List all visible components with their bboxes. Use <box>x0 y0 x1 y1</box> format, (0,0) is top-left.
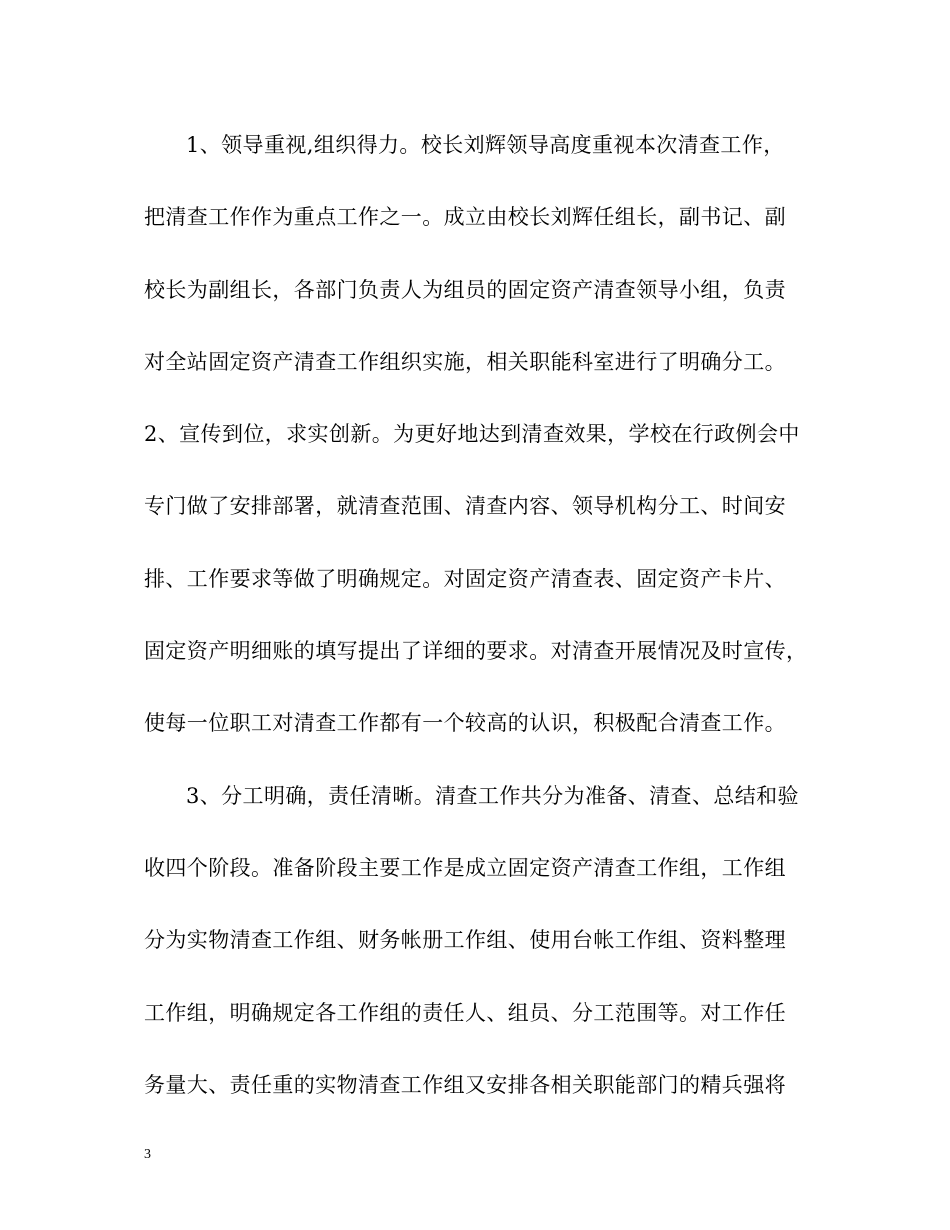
text-line: 专门做了安排部署，就清查范围、清查内容、领导机构分工、时间安 <box>144 494 786 519</box>
text-line: 3、分工明确，责任清晰。清查工作共分为准备、清查、总结和验 <box>186 783 799 808</box>
text-line: 1、领导重视,组织得力。校长刘辉领导高度重视本次清查工作， <box>186 133 785 157</box>
page-number: 3 <box>144 1147 151 1162</box>
text-line: 校长为副组长，各部门负责人为组员的固定资产清查领导小组，负责 <box>144 277 786 302</box>
body-text <box>144 118 814 1130</box>
text-line: 2、宣传到位，求实创新。为更好地达到清查效果，学校在行政例会中 <box>144 422 800 447</box>
text-line: 把清查工作作为重点工作之一。成立由校长刘辉任组长，副书记、副 <box>144 205 786 230</box>
text-line: 使每一位职工对清查工作都有一个较高的认识，积极配合清查工作。 <box>144 711 786 736</box>
text-line: 固定资产明细账的填写提出了详细的要求。对清查开展情况及时宣传， <box>144 639 808 664</box>
text-line: 分为实物清查工作组、财务帐册工作组、使用台帐工作组、资料整理 <box>144 928 786 953</box>
text-line: 排、工作要求等做了明确规定。对固定资产清查表、固定资产卡片、 <box>144 566 786 591</box>
text-line: 对全站固定资产清查工作组织实施，相关职能科室进行了明确分工。 <box>144 349 786 374</box>
text-line: 工作组，明确规定各工作组的责任人、组员、分工范围等。对工作任 <box>144 1000 786 1025</box>
text-line: 务量大、责任重的实物清查工作组又安排各相关职能部门的精兵强将 <box>144 1072 786 1097</box>
text-line: 收四个阶段。准备阶段主要工作是成立固定资产清查工作组，工作组 <box>144 855 786 880</box>
